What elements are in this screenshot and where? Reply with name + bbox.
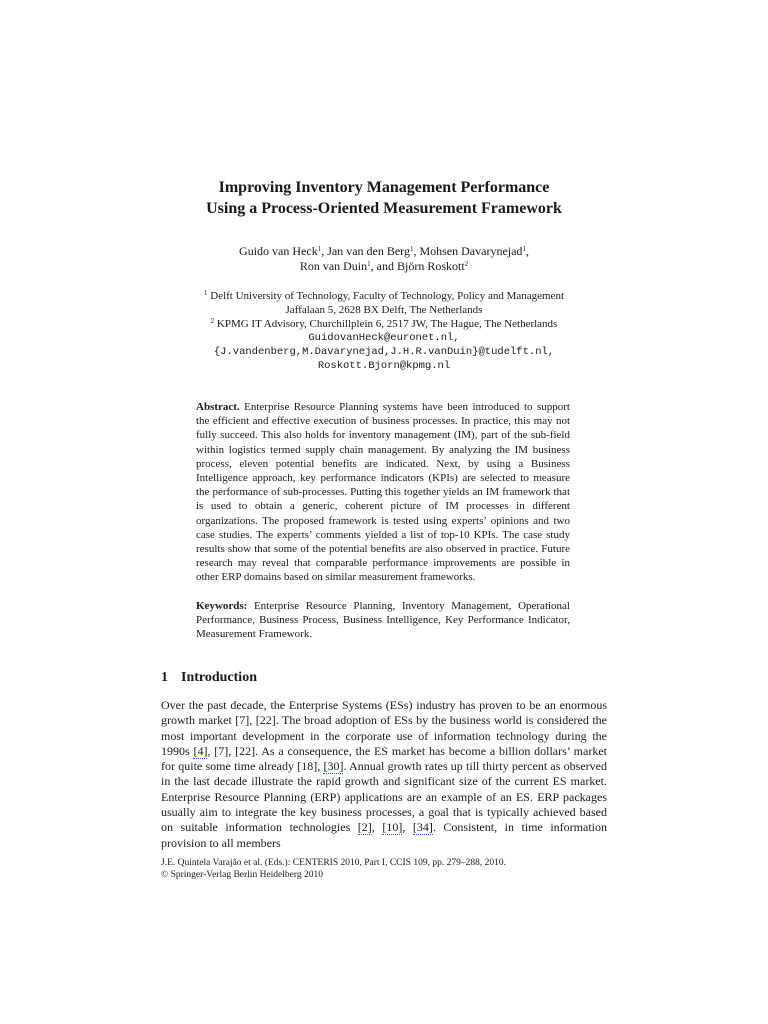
author-name: Ron van Duin — [299, 259, 368, 273]
affiliation-2-line-1 — [0, 317, 768, 331]
affiliation-marker: 2 — [210, 317, 215, 325]
keywords — [196, 599, 570, 642]
citation-link[interactable]: [2] — [357, 820, 372, 835]
author-name: , Mohsen Davarynejad — [413, 244, 523, 258]
body-text: , [7], [22]. As a consequence, the ES market has become a billion dollars’ market for quite some time already [18], — [161, 743, 608, 774]
author-separator: , — [525, 244, 529, 258]
section-title: Introduction — [181, 670, 257, 685]
affiliation-marker: 1 — [317, 245, 322, 253]
affiliations — [0, 289, 768, 373]
citation-link[interactable]: [30] — [323, 759, 344, 774]
page-footer — [161, 857, 506, 881]
affiliation-marker: 1 — [409, 245, 414, 253]
body-text: . Annual growth rates up till thirty percent as observed in the last decade illustrate the rapid growth and significant size of the current ES market. Enterprise Resource Planning (ERP) applications are an example of an ES. ERP packages usually aim to integrate the key business processes, a goal that is typically achieved based on suitable information technologies — [161, 759, 607, 835]
footer-citation: J.E. Quintela Varajão et al. (Eds.): CENTERIS 2010, Part I, CCIS 109, pp. 279–288, 2010. — [161, 858, 506, 868]
author-list — [0, 244, 768, 274]
title-line-2: Using a Process-Oriented Measurement Framework — [206, 200, 562, 217]
keywords-text: Enterprise Resource Planning, Inventory Management, Operational Performance, Business Process, Business Intelligence, Key Performance Indicator, Measurement Framework. — [196, 600, 570, 641]
body-text: . Consistent, in time information provision to all members — [161, 820, 608, 850]
body-text: , — [371, 820, 383, 835]
abstract — [196, 400, 570, 585]
affiliation-marker: 1 — [204, 289, 208, 297]
body-paragraph — [161, 698, 607, 851]
body-text: , — [402, 820, 413, 835]
section-number: 1 — [161, 670, 168, 685]
citation-link[interactable]: [10] — [382, 820, 403, 835]
affiliation-marker: 2 — [464, 260, 469, 268]
section-heading — [161, 670, 257, 686]
email-line-3: Roskott.Bjorn@kpmg.nl — [317, 360, 451, 372]
citation-link[interactable]: [4] — [193, 743, 208, 758]
abstract-label: Abstract. — [196, 401, 240, 413]
paper-title — [0, 177, 768, 219]
author-name: , and Björn Roskott — [370, 259, 465, 273]
author-name: , Jan van den Berg — [321, 244, 410, 258]
footer-copyright: © Springer-Verlag Berlin Heidelberg 2010 — [161, 870, 323, 880]
authors-line-1 — [0, 244, 768, 259]
body-text: Over the past decade, the Enterprise Systems (ESs) industry has proven to be an enormous growth market [7], [22]. The broad adoption of ESs by the business world is considered the most important development in the corporate use of information technology during the 1990s — [161, 698, 607, 758]
affiliation-1-line-2: Jaffalaan 5, 2628 BX Delft, The Netherlands — [285, 304, 483, 316]
abstract-text: Enterprise Resource Planning systems have been introduced to support the efficient and effective execution of business processes. In practice, this may not fully succeed. This also holds for inventory management (IM), part of the sub-field within logistics termed supply chain management. By analyzing the IM business process, eleven potential benefits are indicated. Next, by using a Business Intelligence approach, key performance indicators (KPIs) are selected to measure the performance of sub-processes. Putting this together yields an IM framework that is used to obtain a generic, coherent picture of IM processes in different organizations. The proposed framework is tested using experts’ opinions and two case studies. The experts’ comments yielded a list of top-10 KPIs. The case study results show that some of the potential benefits are also observed in practice. Future research may reveal that comparable performance improvements are possible in other ERP domains based on similar measurement frameworks. — [196, 401, 570, 584]
affiliation-marker: 1 — [522, 245, 526, 253]
citation-link[interactable]: [34] — [412, 820, 433, 835]
keywords-label: Keywords: — [196, 600, 248, 612]
title-line-1: Improving Inventory Management Performance — [218, 179, 550, 196]
affiliation-text: KPMG IT Advisory, Churchillplein 6, 2517 JW, The Hague, The Netherlands — [214, 318, 558, 330]
author-name: Guido van Heck — [239, 244, 318, 258]
email-line-2: {J.vandenberg,M.Davarynejad,J.H.R.vanDuin}@tudelft.nl, — [213, 346, 555, 358]
affiliation-marker: 1 — [367, 260, 371, 268]
email-line-1: GuidovanHeck@euronet.nl, — [308, 332, 460, 344]
affiliation-1-line-1 — [0, 289, 768, 303]
authors-line-2 — [0, 259, 768, 274]
affiliation-text: Delft University of Technology, Faculty of Technology, Policy and Management — [207, 290, 564, 302]
